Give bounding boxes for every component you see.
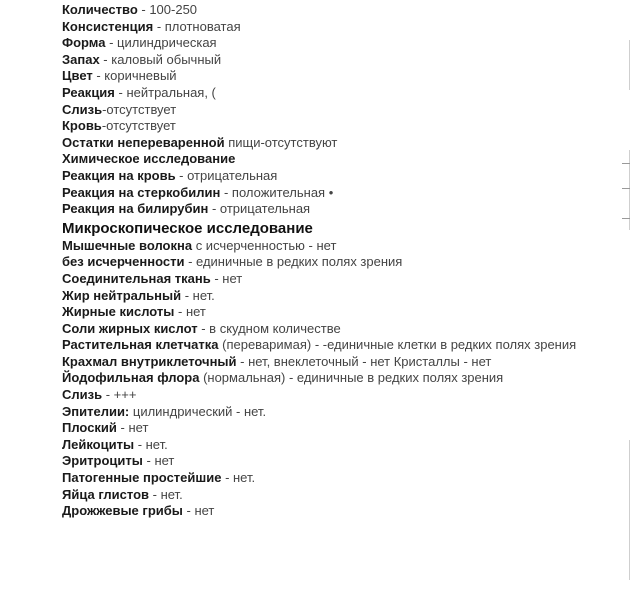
row-yeast [62, 503, 622, 520]
row-value: - нет. [149, 486, 183, 502]
row-reaction-stercobilin [62, 185, 622, 202]
row-leukocytes [62, 437, 622, 454]
row-muscle-fibers [62, 238, 622, 255]
row-value: с исчерченностью - нет [192, 237, 337, 253]
row-pathogenic-protozoa [62, 470, 622, 487]
row-label: Крахмал внутриклеточный [62, 353, 237, 369]
row-label: Химическое исследование [62, 151, 236, 167]
macroscopic-section [62, 2, 622, 218]
row-fatty-acid-salts [62, 321, 622, 338]
row-neutral-fat [62, 288, 622, 305]
row-label: Форма [62, 35, 106, 51]
row-label: Жирные кислоты [62, 304, 175, 320]
row-value: пищи-отсутствуют [224, 134, 338, 150]
row-value: - 100-250 [137, 2, 198, 17]
row-chemical-heading [62, 151, 622, 168]
row-squamous [62, 420, 622, 437]
row-value: - нет [210, 270, 243, 286]
row-label: Запах [62, 51, 100, 67]
row-quantity [62, 2, 622, 19]
row-label: Реакция на билирубин [62, 201, 209, 217]
row-label: Соли жирных кислот [62, 320, 198, 336]
edge-tick [622, 188, 630, 189]
row-label: Жир нейтральный [62, 287, 182, 303]
row-label: Кровь [62, 118, 102, 134]
row-plant-fiber [62, 337, 622, 354]
analysis-document [62, 2, 622, 520]
row-label: Реакция на кровь [62, 167, 176, 183]
row-value: - нейтральная, ( [114, 84, 216, 100]
edge-tick [622, 163, 630, 164]
row-label: Количество [62, 2, 138, 17]
row-worm-eggs [62, 487, 622, 504]
row-consistency [62, 19, 622, 36]
row-label: Лейкоциты [62, 436, 135, 452]
row-label: Патогенные простейшие [62, 470, 222, 486]
row-blood [62, 118, 622, 135]
row-value: - коричневый [92, 68, 177, 84]
row-label: Консистенция [62, 18, 154, 34]
row-label: Йодофильная флора [62, 370, 200, 386]
row-label: Мышечные волокна [62, 237, 193, 253]
row-value: - +++ [102, 387, 137, 403]
row-value: - отрицательная [175, 167, 278, 183]
row-label: без исчерченности [62, 254, 185, 270]
row-value: - нет [174, 304, 206, 320]
row-value: - отрицательная [208, 201, 311, 217]
row-value: цилиндрический - нет. [129, 403, 267, 419]
row-value: (нормальная) - единичные в редких полях зрения [199, 370, 504, 386]
row-label: Реакция [62, 84, 115, 100]
row-reaction-blood [62, 168, 622, 185]
row-label: Слизь [62, 101, 103, 117]
row-value: -отсутствует [101, 118, 176, 134]
row-form [62, 35, 622, 52]
row-value: - каловый обычный [99, 51, 222, 67]
row-reaction [62, 85, 622, 102]
row-value: - цилиндрическая [105, 35, 217, 51]
row-starch [62, 354, 622, 371]
row-label: Остатки непереваренной [62, 134, 225, 150]
row-value: - нет. [181, 287, 215, 303]
microscopic-heading: Микроскопическое исследование [62, 219, 313, 237]
row-value: (переваримая) - -единичные клетки в редких полях зрения [218, 337, 577, 353]
row-iodophilic-flora [62, 370, 622, 387]
row-value: - нет [116, 420, 149, 436]
row-value: - нет. [134, 436, 168, 452]
row-value: - в скудном количестве [197, 320, 341, 336]
row-color [62, 68, 622, 85]
row-value: - плотноватая [153, 18, 241, 34]
row-fatty-acids [62, 304, 622, 321]
microscopic-section [62, 238, 622, 520]
row-label: Цвет [62, 68, 93, 84]
row-label: Растительная клетчатка [62, 337, 219, 353]
row-micro-mucus [62, 387, 622, 404]
row-connective-tissue [62, 271, 622, 288]
row-value: -отсутствует [102, 101, 177, 117]
row-label: Соединительная ткань [62, 270, 211, 286]
row-label: Плоский [62, 420, 117, 436]
row-value: - нет [182, 503, 215, 519]
row-value: - единичные в редких полях зрения [184, 254, 403, 270]
row-epithelium [62, 404, 622, 421]
row-reaction-bilirubin [62, 201, 622, 218]
row-value: - положительная • [220, 184, 334, 200]
row-label: Эпителии: [62, 403, 130, 419]
row-smell [62, 52, 622, 69]
row-label: Эритроциты [62, 453, 143, 469]
row-without-striation [62, 254, 622, 271]
row-value: - нет [142, 453, 175, 469]
row-label: Яйца глистов [62, 486, 150, 502]
row-mucus [62, 102, 622, 119]
row-value: - нет, внеклеточный - нет Кристаллы - нет [236, 353, 492, 369]
row-label: Реакция на стеркобилин [62, 184, 221, 200]
row-label: Слизь [62, 387, 103, 403]
row-value: - нет. [221, 470, 256, 486]
row-erythrocytes [62, 453, 622, 470]
row-label: Дрожжевые грибы [62, 503, 183, 519]
row-undigested [62, 135, 622, 152]
edge-tick [622, 218, 630, 219]
